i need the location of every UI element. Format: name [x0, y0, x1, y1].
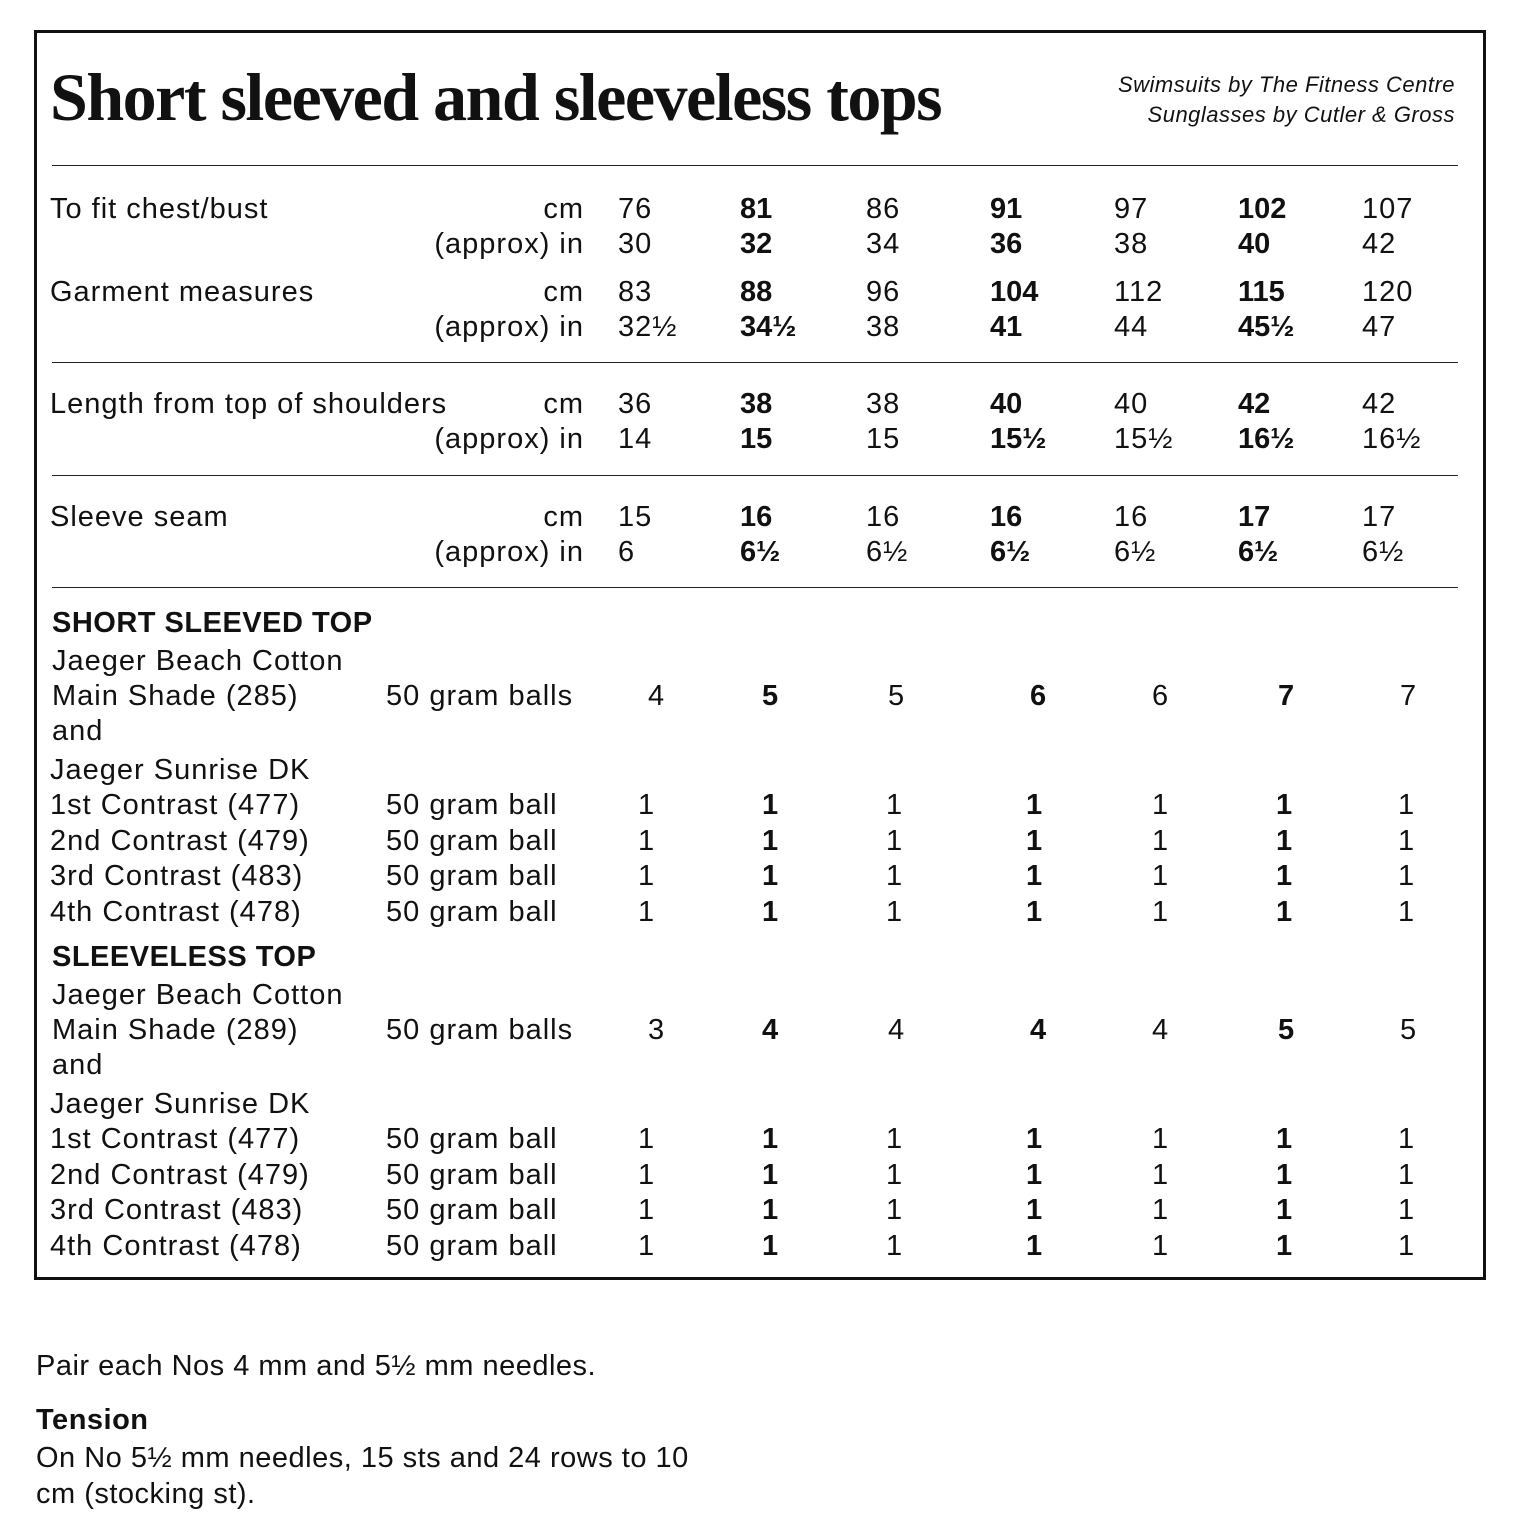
contrast-qty: 1 [638, 895, 656, 928]
contrast-qty: 1 [762, 1158, 779, 1191]
cell-in: 6½ [990, 536, 1031, 568]
cell-cm: 115 [1238, 276, 1285, 308]
contrast-qty: 1 [1026, 1158, 1043, 1191]
and-text: and [52, 1049, 104, 1081]
credit-swimsuits: Swimsuits by The Fitness Centre [1117, 72, 1455, 97]
cell-cm: 38 [740, 388, 773, 420]
cell-cm: 40 [1114, 388, 1149, 420]
section-heading: SLEEVELESS TOP [52, 941, 317, 973]
cell-in: 47 [1362, 311, 1397, 343]
cell-in: 44 [1114, 311, 1149, 343]
contrast-qty: 1 [1026, 860, 1043, 892]
cell-in: 38 [866, 311, 901, 343]
contrast-qty: 1 [1152, 1123, 1170, 1155]
cell-cm: 16 [1114, 501, 1149, 533]
unit-in: (approx) in [434, 228, 584, 260]
cell-in: 16½ [1362, 423, 1422, 455]
contrast-qty: 1 [638, 1158, 656, 1191]
contrast-qty: 1 [638, 789, 656, 821]
tension-heading: Tension [36, 1404, 149, 1436]
unit-in: (approx) in [434, 311, 584, 343]
unit-in: (approx) in [434, 536, 584, 568]
cell-cm: 104 [990, 276, 1039, 308]
contrast-qty: 1 [1276, 895, 1293, 928]
cell-in: 32½ [618, 311, 678, 343]
cell-in: 32 [740, 228, 773, 260]
contrast-qty: 1 [1152, 789, 1170, 821]
cell-cm: 76 [618, 193, 653, 225]
measure-label: To fit chest/bust [50, 193, 269, 225]
main-qty: 6 [1030, 680, 1047, 712]
contrast-qty: 1 [762, 1229, 779, 1262]
contrast-qty: 1 [1276, 789, 1293, 821]
main-qty: 5 [1400, 1014, 1418, 1046]
photo-credits [1118, 70, 1455, 130]
contrast-qty: 1 [1398, 860, 1416, 892]
measure-label: Garment measures [50, 276, 315, 308]
cell-cm: 120 [1362, 276, 1414, 308]
contrast-qty: 1 [886, 1229, 904, 1262]
contrast-qty: 1 [1276, 1194, 1293, 1226]
cell-in: 15 [866, 423, 901, 455]
cell-in: 34½ [740, 311, 797, 343]
contrast-qty: 1 [1026, 1194, 1043, 1226]
cell-cm: 102 [1238, 193, 1287, 225]
contrast-qty: 1 [1276, 860, 1293, 892]
cell-in: 41 [990, 311, 1023, 343]
contrast-label: 3rd Contrast (483) [50, 860, 304, 892]
cell-cm: 16 [866, 501, 901, 533]
cell-cm: 91 [990, 193, 1023, 225]
main-qty: 4 [1152, 1014, 1170, 1046]
contrast-brand: Jaeger Sunrise DK [50, 1088, 311, 1120]
contrast-unit: 50 gram ball [386, 1194, 558, 1226]
contrast-qty: 1 [1152, 1229, 1170, 1262]
cell-in: 15 [740, 423, 773, 455]
contrast-qty: 1 [1026, 789, 1043, 821]
contrast-qty: 1 [638, 824, 656, 857]
cell-in: 15½ [1114, 423, 1174, 455]
contrast-qty: 1 [762, 1123, 779, 1155]
main-shade: Main Shade (289) [52, 1014, 299, 1046]
page-title: Short sleeved and sleeveless tops [50, 59, 942, 135]
contrast-qty: 1 [1276, 824, 1293, 857]
contrast-qty: 1 [1398, 1229, 1416, 1262]
cell-cm: 16 [740, 501, 773, 533]
contrast-qty: 1 [1398, 824, 1416, 857]
cell-in: 45½ [1238, 311, 1295, 343]
contrast-label: 4th Contrast (478) [50, 895, 302, 928]
credit-sunglasses: Sunglasses by Cutler & Gross [1147, 102, 1455, 127]
contrast-qty: 1 [1026, 824, 1043, 857]
main-shade: Main Shade (285) [52, 680, 299, 712]
contrast-unit: 50 gram ball [386, 824, 558, 857]
cell-in: 6½ [1114, 536, 1157, 568]
cell-in: 6 [618, 536, 636, 568]
main-qty: 4 [1030, 1014, 1047, 1046]
tension-line-1: On No 5½ mm needles, 15 sts and 24 rows to 10 [36, 1442, 689, 1474]
contrast-qty: 1 [762, 789, 779, 821]
cell-in: 6½ [740, 536, 781, 568]
cell-cm: 83 [618, 276, 653, 308]
cell-in: 16½ [1238, 423, 1295, 455]
contrast-qty: 1 [1276, 1123, 1293, 1155]
contrast-qty: 1 [1398, 1123, 1416, 1155]
yarn-brand: Jaeger Beach Cotton [52, 979, 344, 1011]
contrast-qty: 1 [1398, 895, 1416, 928]
cell-cm: 16 [990, 501, 1023, 533]
divider-rule [52, 475, 1458, 476]
cell-cm: 88 [740, 276, 773, 308]
contrast-label: 1st Contrast (477) [50, 1123, 301, 1155]
main-qty: 5 [888, 680, 906, 712]
main-qty: 7 [1400, 680, 1418, 712]
contrast-qty: 1 [762, 824, 779, 857]
and-text: and [52, 715, 104, 747]
contrast-qty: 1 [638, 860, 656, 892]
contrast-unit: 50 gram ball [386, 860, 558, 892]
cell-cm: 97 [1114, 193, 1149, 225]
contrast-qty: 1 [638, 1123, 656, 1155]
yarn-brand: Jaeger Beach Cotton [52, 645, 344, 677]
contrast-label: 2nd Contrast (479) [50, 824, 310, 857]
cell-cm: 42 [1362, 388, 1397, 420]
contrast-qty: 1 [886, 895, 904, 928]
contrast-qty: 1 [638, 1194, 656, 1226]
cell-in: 36 [990, 228, 1023, 260]
contrast-qty: 1 [1152, 895, 1170, 928]
contrast-qty: 1 [638, 1229, 656, 1262]
contrast-unit: 50 gram ball [386, 1158, 558, 1191]
contrast-brand: Jaeger Sunrise DK [50, 754, 311, 786]
contrast-unit: 50 gram ball [386, 789, 558, 821]
divider-rule [52, 587, 1458, 588]
contrast-qty: 1 [1026, 895, 1043, 928]
cell-cm: 17 [1362, 501, 1397, 533]
contrast-unit: 50 gram ball [386, 1229, 558, 1262]
main-qty: 6 [1152, 680, 1170, 712]
contrast-qty: 1 [886, 824, 904, 857]
cell-in: 14 [618, 423, 653, 455]
cell-in: 15½ [990, 423, 1047, 455]
contrast-qty: 1 [886, 1158, 904, 1191]
main-qty: 5 [1278, 1014, 1295, 1046]
cell-cm: 42 [1238, 388, 1271, 420]
contrast-qty: 1 [762, 895, 779, 928]
contrast-label: 2nd Contrast (479) [50, 1158, 310, 1191]
cell-in: 34 [866, 228, 901, 260]
section-heading: SHORT SLEEVED TOP [52, 607, 373, 639]
contrast-qty: 1 [1152, 860, 1170, 892]
unit-cm: cm [543, 193, 584, 225]
cell-cm: 81 [740, 193, 773, 225]
unit-cm: cm [543, 276, 584, 308]
cell-in: 30 [618, 228, 653, 260]
unit-cm: cm [543, 501, 584, 533]
main-qty: 5 [762, 680, 779, 712]
divider-rule [52, 362, 1458, 363]
main-qty: 4 [648, 680, 666, 712]
measure-label: Length from top of shoulders [50, 388, 448, 420]
tension-line-2: cm (stocking st). [36, 1478, 256, 1510]
main-unit: 50 gram balls [386, 1014, 574, 1046]
cell-in: 6½ [1238, 536, 1279, 568]
cell-in: 6½ [866, 536, 909, 568]
cell-cm: 112 [1114, 276, 1164, 308]
cell-cm: 40 [990, 388, 1023, 420]
contrast-qty: 1 [1026, 1123, 1043, 1155]
contrast-qty: 1 [1152, 1158, 1170, 1191]
contrast-qty: 1 [1026, 1229, 1043, 1262]
contrast-qty: 1 [1398, 1158, 1416, 1191]
contrast-label: 3rd Contrast (483) [50, 1194, 304, 1226]
cell-cm: 17 [1238, 501, 1271, 533]
contrast-qty: 1 [1276, 1158, 1293, 1191]
main-qty: 4 [762, 1014, 779, 1046]
unit-cm: cm [543, 388, 584, 420]
cell-in: 6½ [1362, 536, 1405, 568]
cell-cm: 96 [866, 276, 901, 308]
measure-label: Sleeve seam [50, 501, 229, 533]
main-qty: 3 [648, 1014, 666, 1046]
main-qty: 4 [888, 1014, 906, 1046]
contrast-qty: 1 [886, 1194, 904, 1226]
cell-cm: 86 [866, 193, 901, 225]
cell-in: 42 [1362, 228, 1397, 260]
cell-in: 40 [1238, 228, 1271, 260]
contrast-unit: 50 gram ball [386, 895, 558, 928]
unit-in: (approx) in [434, 423, 584, 455]
needles-note: Pair each Nos 4 mm and 5½ mm needles. [36, 1350, 597, 1382]
contrast-qty: 1 [1398, 1194, 1416, 1226]
contrast-qty: 1 [1152, 1194, 1170, 1226]
contrast-qty: 1 [886, 1123, 904, 1155]
contrast-qty: 1 [1276, 1229, 1293, 1262]
contrast-label: 4th Contrast (478) [50, 1229, 302, 1262]
main-unit: 50 gram balls [386, 680, 574, 712]
contrast-qty: 1 [1152, 824, 1170, 857]
contrast-qty: 1 [762, 860, 779, 892]
contrast-qty: 1 [886, 789, 904, 821]
main-qty: 7 [1278, 680, 1295, 712]
cell-in: 38 [1114, 228, 1149, 260]
contrast-qty: 1 [762, 1194, 779, 1226]
cell-cm: 38 [866, 388, 901, 420]
contrast-label: 1st Contrast (477) [50, 789, 301, 821]
contrast-unit: 50 gram ball [386, 1123, 558, 1155]
divider-rule [52, 165, 1458, 166]
cell-cm: 15 [618, 501, 653, 533]
contrast-qty: 1 [1398, 789, 1416, 821]
cell-cm: 107 [1362, 193, 1414, 225]
contrast-qty: 1 [886, 860, 904, 892]
cell-cm: 36 [618, 388, 653, 420]
